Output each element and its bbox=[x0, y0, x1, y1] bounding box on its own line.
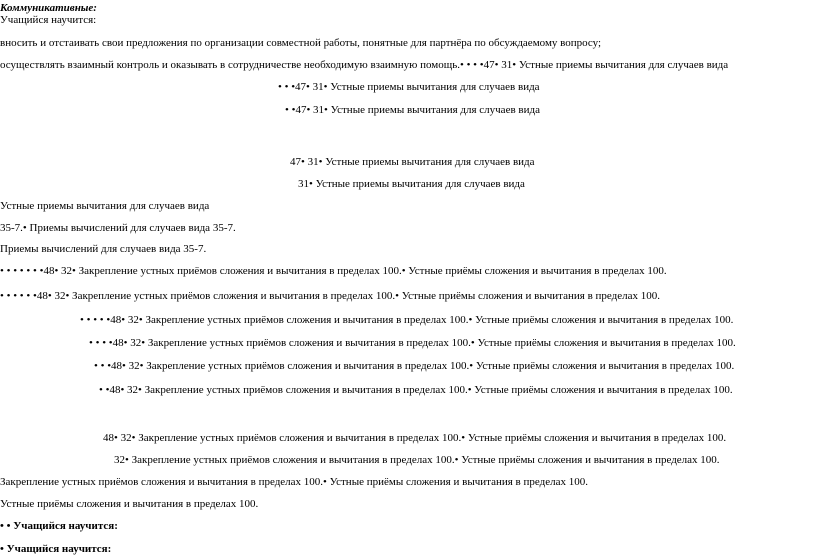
text-line: • • • • • • •48• 32• Закрепление устных приёмов сложения и вычитания в пределах 100.• Устные приёмы сложения и вычитания в пределах 100. bbox=[0, 265, 667, 277]
text-line: 31• Устные приемы вычитания для случаев вида bbox=[298, 178, 525, 190]
text-line: • • • •48• 32• Закрепление устных приёмов сложения и вычитания в пределах 100.• Устные приёмы сложения и вычитания в пределах 100. bbox=[89, 337, 736, 349]
text-line: вносить и отстаивать свои предложения по организации совместной работы, понятные для партнёра по обсуждаемому вопросу; bbox=[0, 37, 602, 49]
section-heading: Коммуникативные: bbox=[0, 2, 97, 14]
text-line: осуществлять взаимный контроль и оказывать в сотрудничестве необходимую взаимную помощь.• • • •47• 31• Устные приемы вычитания для случаев вида bbox=[0, 59, 729, 71]
text-line: 35-7.• Приемы вычислений для случаев вида 35-7. bbox=[0, 222, 236, 234]
text-line: • • •47• 31• Устные приемы вычитания для случаев вида bbox=[278, 81, 540, 93]
text-line: • • • • • •48• 32• Закрепление устных приёмов сложения и вычитания в пределах 100.• Устные приёмы сложения и вычитания в пределах 100. bbox=[0, 290, 661, 302]
text-line: • • • • •48• 32• Закрепление устных приёмов сложения и вычитания в пределах 100.• Устные приёмы сложения и вычитания в пределах 100. bbox=[80, 314, 734, 326]
text-line: 32• Закрепление устных приёмов сложения и вычитания в пределах 100.• Устные приёмы сложения и вычитания в пределах 100. bbox=[114, 454, 720, 466]
text-line: Приемы вычислений для случаев вида 35-7. bbox=[0, 243, 207, 255]
text-line: Закрепление устных приёмов сложения и вычитания в пределах 100.• Устные приёмы сложения и вычитания в пределах 100. bbox=[0, 476, 588, 488]
bold-text-line: • • Учащийся научится: bbox=[0, 520, 118, 532]
text-line: • •48• 32• Закрепление устных приёмов сложения и вычитания в пределах 100.• Устные приёмы сложения и вычитания в пределах 100. bbox=[99, 384, 733, 396]
text-line: • • •48• 32• Закрепление устных приёмов сложения и вычитания в пределах 100.• Устные приёмы сложения и вычитания в пределах 100. bbox=[94, 360, 735, 372]
text-line: Устные приемы вычитания для случаев вида bbox=[0, 200, 210, 212]
bold-text-line: • Учащийся научится: bbox=[0, 543, 112, 555]
text-line: Учащийся научится: bbox=[0, 14, 97, 26]
text-line: 48• 32• Закрепление устных приёмов сложения и вычитания в пределах 100.• Устные приёмы сложения и вычитания в пределах 100. bbox=[103, 432, 727, 444]
text-line: • •47• 31• Устные приемы вычитания для случаев вида bbox=[285, 104, 540, 116]
text-line: 47• 31• Устные приемы вычитания для случаев вида bbox=[290, 156, 535, 168]
text-line: Устные приёмы сложения и вычитания в пределах 100. bbox=[0, 498, 259, 510]
